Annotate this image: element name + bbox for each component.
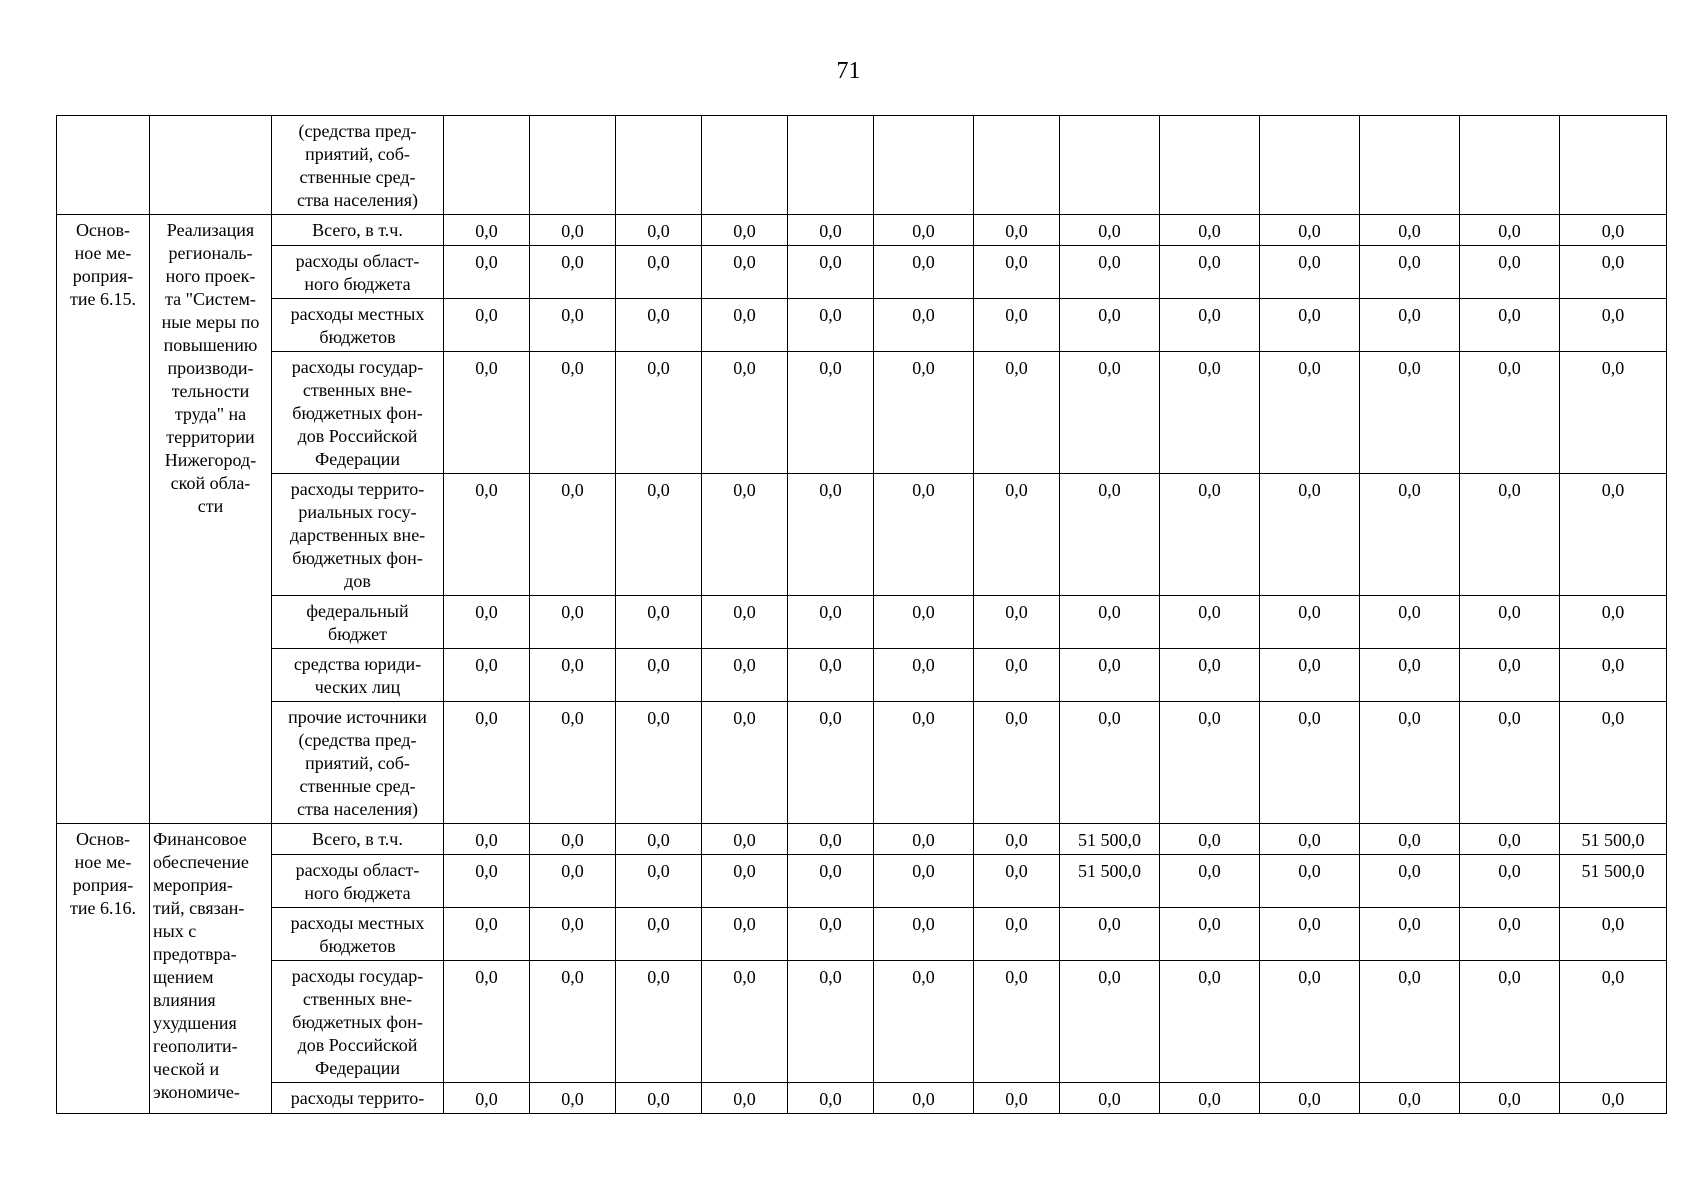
value-cell: 0,0 <box>1460 246 1560 299</box>
value-cell: 0,0 <box>616 649 702 702</box>
value-cell: 0,0 <box>1460 961 1560 1083</box>
value-cell: 0,0 <box>1360 649 1460 702</box>
value-cell: 0,0 <box>702 908 788 961</box>
source-label: расходы местных бюджетов <box>272 908 444 961</box>
value-cell: 0,0 <box>616 855 702 908</box>
value-cell: 0,0 <box>874 246 974 299</box>
value-cell: 0,0 <box>788 961 874 1083</box>
value-cell: 0,0 <box>874 299 974 352</box>
value-cell: 0,0 <box>1060 702 1160 824</box>
value-cell: 0,0 <box>1060 215 1160 246</box>
value-cell: 0,0 <box>974 1083 1060 1114</box>
value-cell: 0,0 <box>1060 299 1160 352</box>
value-cell <box>702 116 788 215</box>
value-cell: 0,0 <box>616 908 702 961</box>
value-cell: 51 500,0 <box>1060 824 1160 855</box>
value-cell: 0,0 <box>874 824 974 855</box>
value-cell: 0,0 <box>974 649 1060 702</box>
value-cell: 0,0 <box>1460 474 1560 596</box>
value-cell: 0,0 <box>530 1083 616 1114</box>
value-cell: 0,0 <box>1060 1083 1160 1114</box>
table-row <box>57 215 1667 246</box>
value-cell: 0,0 <box>444 1083 530 1114</box>
value-cell: 0,0 <box>1460 299 1560 352</box>
value-cell: 0,0 <box>444 961 530 1083</box>
value-cell: 51 500,0 <box>1060 855 1160 908</box>
value-cell: 0,0 <box>444 649 530 702</box>
value-cell: 0,0 <box>974 908 1060 961</box>
value-cell: 0,0 <box>974 215 1060 246</box>
value-cell <box>1560 116 1667 215</box>
table-row <box>57 824 1667 855</box>
value-cell: 0,0 <box>1360 474 1460 596</box>
source-label: расходы местных бюджетов <box>272 299 444 352</box>
value-cell: 0,0 <box>974 702 1060 824</box>
value-cell: 0,0 <box>1460 908 1560 961</box>
value-cell: 0,0 <box>616 299 702 352</box>
value-cell: 0,0 <box>444 596 530 649</box>
value-cell: 0,0 <box>1560 961 1667 1083</box>
value-cell: 0,0 <box>1260 961 1360 1083</box>
value-cell: 0,0 <box>1260 246 1360 299</box>
table-row <box>57 116 1667 215</box>
value-cell: 0,0 <box>1160 246 1260 299</box>
value-cell: 0,0 <box>530 352 616 474</box>
value-cell: 0,0 <box>1260 1083 1360 1114</box>
table-row <box>57 855 1667 908</box>
source-label: федеральный бюджет <box>272 596 444 649</box>
value-cell: 0,0 <box>788 299 874 352</box>
value-cell: 0,0 <box>874 702 974 824</box>
value-cell <box>1160 116 1260 215</box>
value-cell: 0,0 <box>1160 352 1260 474</box>
table-body <box>57 116 1667 1114</box>
value-cell: 0,0 <box>874 352 974 474</box>
funding-table <box>56 115 1667 1114</box>
value-cell <box>1360 116 1460 215</box>
value-cell: 0,0 <box>1460 855 1560 908</box>
value-cell: 0,0 <box>530 855 616 908</box>
source-label: средства юриди- ческих лиц <box>272 649 444 702</box>
value-cell: 0,0 <box>788 855 874 908</box>
value-cell: 0,0 <box>788 824 874 855</box>
value-cell: 0,0 <box>1260 649 1360 702</box>
value-cell: 0,0 <box>1060 596 1160 649</box>
value-cell: 0,0 <box>874 649 974 702</box>
value-cell: 0,0 <box>530 702 616 824</box>
value-cell: 0,0 <box>1260 702 1360 824</box>
value-cell: 0,0 <box>702 215 788 246</box>
value-cell: 0,0 <box>974 855 1060 908</box>
value-cell: 0,0 <box>788 474 874 596</box>
value-cell: 0,0 <box>974 474 1060 596</box>
table-row <box>57 299 1667 352</box>
source-label: прочие источники (средства пред- приятий, соб- ственные сред- ства населения) <box>272 702 444 824</box>
table-row <box>57 1083 1667 1114</box>
value-cell: 0,0 <box>1160 855 1260 908</box>
value-cell: 0,0 <box>1060 474 1160 596</box>
value-cell: 0,0 <box>530 908 616 961</box>
value-cell: 0,0 <box>788 649 874 702</box>
measure-code-cell <box>57 116 150 215</box>
value-cell <box>444 116 530 215</box>
value-cell: 0,0 <box>788 246 874 299</box>
value-cell: 0,0 <box>1260 352 1360 474</box>
value-cell <box>1060 116 1160 215</box>
value-cell: 0,0 <box>788 702 874 824</box>
value-cell: 0,0 <box>1260 299 1360 352</box>
value-cell: 0,0 <box>1260 855 1360 908</box>
value-cell: 0,0 <box>530 474 616 596</box>
value-cell: 0,0 <box>1460 702 1560 824</box>
value-cell: 0,0 <box>1460 596 1560 649</box>
value-cell: 0,0 <box>1260 596 1360 649</box>
value-cell <box>616 116 702 215</box>
source-label: Всего, в т.ч. <box>272 824 444 855</box>
value-cell: 0,0 <box>616 352 702 474</box>
value-cell: 0,0 <box>1260 474 1360 596</box>
value-cell: 0,0 <box>1560 702 1667 824</box>
source-label: расходы област- ного бюджета <box>272 246 444 299</box>
value-cell: 0,0 <box>874 961 974 1083</box>
value-cell: 0,0 <box>1160 474 1260 596</box>
value-cell: 0,0 <box>974 352 1060 474</box>
value-cell: 0,0 <box>788 596 874 649</box>
value-cell: 0,0 <box>874 474 974 596</box>
value-cell: 0,0 <box>1260 908 1360 961</box>
value-cell: 0,0 <box>530 246 616 299</box>
value-cell: 0,0 <box>702 352 788 474</box>
value-cell: 0,0 <box>1060 352 1160 474</box>
table-row <box>57 908 1667 961</box>
value-cell: 0,0 <box>1560 474 1667 596</box>
value-cell: 0,0 <box>1360 824 1460 855</box>
value-cell: 0,0 <box>1360 352 1460 474</box>
value-cell: 0,0 <box>1160 596 1260 649</box>
value-cell <box>530 116 616 215</box>
value-cell: 0,0 <box>1560 908 1667 961</box>
value-cell: 0,0 <box>1360 908 1460 961</box>
value-cell: 0,0 <box>874 215 974 246</box>
source-label: расходы террито- <box>272 1083 444 1114</box>
value-cell: 0,0 <box>1260 215 1360 246</box>
value-cell: 0,0 <box>1160 649 1260 702</box>
table-row <box>57 702 1667 824</box>
value-cell: 0,0 <box>530 215 616 246</box>
value-cell: 0,0 <box>616 702 702 824</box>
value-cell: 0,0 <box>530 596 616 649</box>
value-cell: 0,0 <box>1360 1083 1460 1114</box>
value-cell: 0,0 <box>1160 824 1260 855</box>
value-cell: 0,0 <box>788 1083 874 1114</box>
value-cell: 0,0 <box>444 215 530 246</box>
value-cell: 0,0 <box>1160 961 1260 1083</box>
value-cell: 0,0 <box>1160 908 1260 961</box>
value-cell: 0,0 <box>530 824 616 855</box>
value-cell: 51 500,0 <box>1560 824 1667 855</box>
source-label: расходы государ- ственных вне- бюджетных фон- дов Российской Федерации <box>272 352 444 474</box>
value-cell <box>788 116 874 215</box>
value-cell: 0,0 <box>702 649 788 702</box>
value-cell: 0,0 <box>616 824 702 855</box>
source-label: (средства пред- приятий, соб- ственные сред- ства населения) <box>272 116 444 215</box>
value-cell: 0,0 <box>788 215 874 246</box>
value-cell: 0,0 <box>1360 596 1460 649</box>
value-cell: 0,0 <box>1460 824 1560 855</box>
value-cell: 0,0 <box>1560 596 1667 649</box>
value-cell <box>974 116 1060 215</box>
value-cell: 0,0 <box>874 908 974 961</box>
value-cell <box>874 116 974 215</box>
value-cell: 0,0 <box>1060 246 1160 299</box>
value-cell: 0,0 <box>616 246 702 299</box>
value-cell: 0,0 <box>444 702 530 824</box>
value-cell: 0,0 <box>616 474 702 596</box>
measure-code: Основ- ное ме- роприя- тие 6.16. <box>57 824 150 1114</box>
value-cell: 0,0 <box>702 961 788 1083</box>
measure-name-cell <box>150 116 272 215</box>
value-cell: 0,0 <box>1360 299 1460 352</box>
value-cell: 0,0 <box>788 908 874 961</box>
value-cell: 0,0 <box>530 649 616 702</box>
value-cell: 0,0 <box>1560 246 1667 299</box>
table-row <box>57 474 1667 596</box>
value-cell: 0,0 <box>1560 299 1667 352</box>
table-row <box>57 596 1667 649</box>
value-cell: 0,0 <box>974 299 1060 352</box>
value-cell: 0,0 <box>1260 824 1360 855</box>
value-cell: 0,0 <box>616 961 702 1083</box>
value-cell: 0,0 <box>974 596 1060 649</box>
source-label: Всего, в т.ч. <box>272 215 444 246</box>
value-cell: 0,0 <box>788 352 874 474</box>
table-row <box>57 649 1667 702</box>
value-cell: 0,0 <box>1360 702 1460 824</box>
value-cell: 0,0 <box>444 352 530 474</box>
table-row <box>57 352 1667 474</box>
value-cell: 0,0 <box>702 299 788 352</box>
value-cell: 0,0 <box>1060 961 1160 1083</box>
value-cell: 0,0 <box>444 246 530 299</box>
table-row <box>57 961 1667 1083</box>
value-cell: 0,0 <box>1060 649 1160 702</box>
table-row <box>57 246 1667 299</box>
value-cell: 0,0 <box>1560 352 1667 474</box>
value-cell: 0,0 <box>874 1083 974 1114</box>
value-cell: 0,0 <box>444 474 530 596</box>
value-cell: 0,0 <box>702 1083 788 1114</box>
value-cell: 0,0 <box>1460 649 1560 702</box>
value-cell: 0,0 <box>1560 649 1667 702</box>
value-cell: 0,0 <box>616 596 702 649</box>
value-cell <box>1460 116 1560 215</box>
value-cell: 0,0 <box>616 1083 702 1114</box>
value-cell <box>1260 116 1360 215</box>
value-cell: 0,0 <box>702 824 788 855</box>
value-cell: 51 500,0 <box>1560 855 1667 908</box>
source-label: расходы государ- ственных вне- бюджетных фон- дов Российской Федерации <box>272 961 444 1083</box>
value-cell: 0,0 <box>616 215 702 246</box>
value-cell: 0,0 <box>702 596 788 649</box>
value-cell: 0,0 <box>444 824 530 855</box>
value-cell: 0,0 <box>1360 246 1460 299</box>
measure-code: Основ- ное ме- роприя- тие 6.15. <box>57 215 150 824</box>
value-cell: 0,0 <box>1160 215 1260 246</box>
source-label: расходы террито- риальных госу- дарственных вне- бюджетных фон- дов <box>272 474 444 596</box>
value-cell: 0,0 <box>1160 299 1260 352</box>
value-cell: 0,0 <box>444 299 530 352</box>
page-number: 71 <box>836 58 861 84</box>
measure-name: Финансовое обеспечение мероприя- тий, связан- ных с предотвра- щением влияния ухудшения геополити- ческой и экономиче- <box>150 824 272 1114</box>
value-cell: 0,0 <box>1360 961 1460 1083</box>
value-cell: 0,0 <box>444 908 530 961</box>
value-cell: 0,0 <box>1360 855 1460 908</box>
value-cell: 0,0 <box>702 702 788 824</box>
value-cell: 0,0 <box>1460 215 1560 246</box>
value-cell: 0,0 <box>1460 1083 1560 1114</box>
value-cell: 0,0 <box>530 299 616 352</box>
value-cell: 0,0 <box>874 855 974 908</box>
value-cell: 0,0 <box>974 824 1060 855</box>
value-cell: 0,0 <box>1360 215 1460 246</box>
value-cell: 0,0 <box>874 596 974 649</box>
value-cell: 0,0 <box>1560 215 1667 246</box>
source-label: расходы област- ного бюджета <box>272 855 444 908</box>
value-cell: 0,0 <box>1160 702 1260 824</box>
value-cell: 0,0 <box>974 961 1060 1083</box>
value-cell: 0,0 <box>1460 352 1560 474</box>
value-cell: 0,0 <box>530 961 616 1083</box>
value-cell: 0,0 <box>1060 908 1160 961</box>
value-cell: 0,0 <box>974 246 1060 299</box>
value-cell: 0,0 <box>702 246 788 299</box>
value-cell: 0,0 <box>702 474 788 596</box>
value-cell: 0,0 <box>1160 1083 1260 1114</box>
value-cell: 0,0 <box>702 855 788 908</box>
value-cell: 0,0 <box>444 855 530 908</box>
value-cell: 0,0 <box>1560 1083 1667 1114</box>
measure-name: Реализация региональ- ного проек- та "Систем- ные меры по повышению производи- тельности труда" на территории Нижегород- ской обла- сти <box>150 215 272 824</box>
